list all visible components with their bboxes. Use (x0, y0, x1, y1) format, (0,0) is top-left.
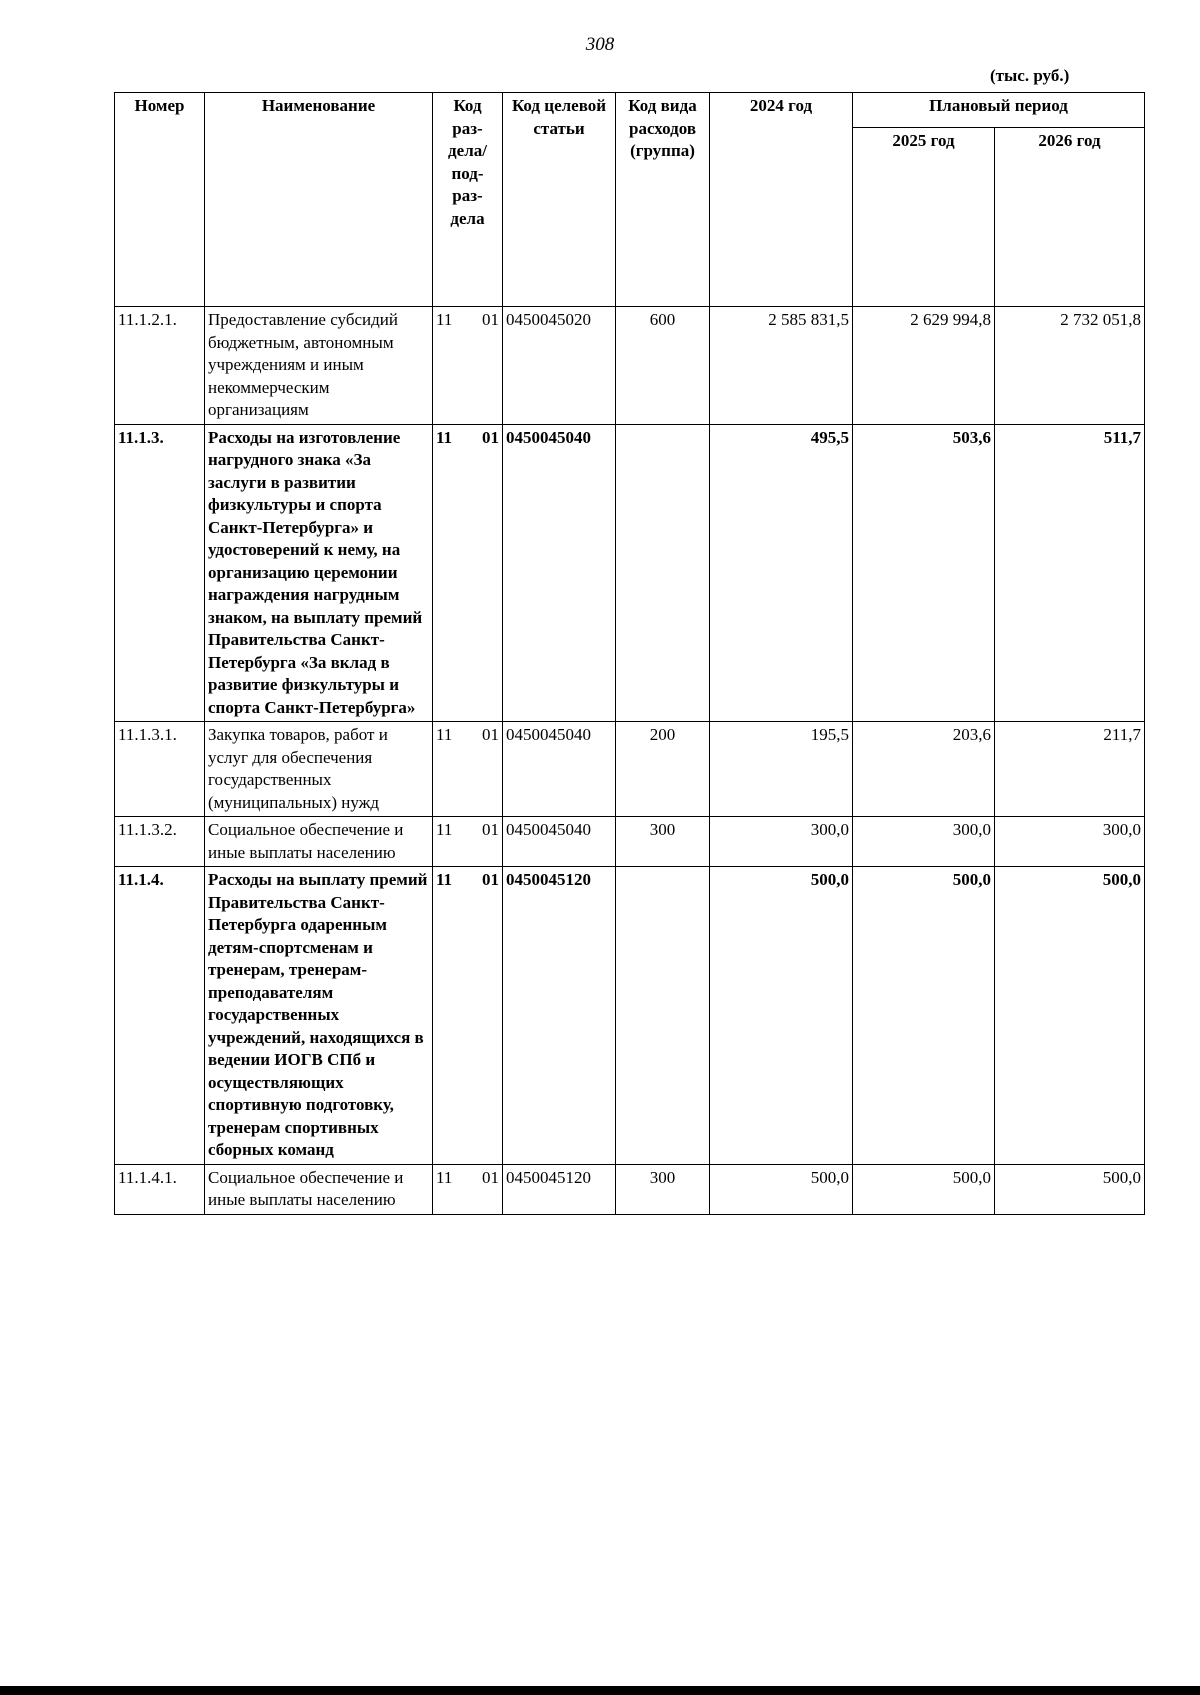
row-2025: 2 629 994,8 (853, 307, 995, 425)
row-expense-type (616, 867, 710, 1165)
row-section-code (433, 307, 503, 425)
row-2026: 511,7 (995, 424, 1145, 722)
header-number: Номер (115, 93, 205, 307)
row-number: 11.1.4. (115, 867, 205, 1165)
row-target-code: 0450045040 (503, 722, 616, 817)
row-2024: 195,5 (710, 722, 853, 817)
subsection: 01 (482, 870, 499, 889)
section: 11 (436, 1167, 453, 1187)
header-section-code: Код раз-дела/ под-раз-дела (433, 93, 503, 307)
row-name: Социальное обеспечение и иные выплаты населению (205, 1164, 433, 1214)
subsection: 01 (482, 1167, 499, 1187)
row-section-code (433, 1164, 503, 1214)
row-name: Предоставление субсидий бюджетным, автономным учреждениям и иным некоммерческим организациям (205, 307, 433, 425)
row-2025: 203,6 (853, 722, 995, 817)
row-number: 11.1.2.1. (115, 307, 205, 425)
table-row (115, 817, 1145, 867)
row-section-code (433, 722, 503, 817)
header-target-code: Код целевой статьи (503, 93, 616, 307)
units-label: (тыс. руб.) (990, 66, 1070, 85)
row-section-code (433, 424, 503, 722)
row-2025: 503,6 (853, 424, 995, 722)
table-row (115, 307, 1145, 425)
header-expense-type: Код вида расходов (группа) (616, 93, 710, 307)
section: 11 (436, 310, 453, 329)
page-number: 308 (585, 34, 615, 55)
header-2026: 2026 год (995, 128, 1145, 307)
row-expense-type: 300 (616, 1164, 710, 1214)
header-2025: 2025 год (853, 128, 995, 307)
row-2026: 211,7 (995, 722, 1145, 817)
row-2026: 500,0 (995, 1164, 1145, 1214)
row-2026: 500,0 (995, 867, 1145, 1165)
row-2024: 2 585 831,5 (710, 307, 853, 425)
section: 11 (436, 427, 453, 447)
section: 11 (436, 870, 453, 889)
row-section-code (433, 817, 503, 867)
row-2026: 2 732 051,8 (995, 307, 1145, 425)
row-number: 11.1.3. (115, 424, 205, 722)
header-2024: 2024 год (710, 93, 853, 307)
row-number: 11.1.3.1. (115, 722, 205, 817)
section: 11 (436, 725, 453, 744)
subsection: 01 (482, 310, 499, 329)
row-expense-type: 300 (616, 817, 710, 867)
subsection: 01 (482, 725, 499, 744)
budget-table (114, 92, 1145, 1215)
row-2024: 300,0 (710, 817, 853, 867)
row-2025: 500,0 (853, 1164, 995, 1214)
scan-bottom-edge (0, 1686, 1200, 1695)
header-planned-period: Плановый период (853, 93, 1145, 128)
section: 11 (436, 820, 453, 839)
row-2024: 500,0 (710, 867, 853, 1165)
row-expense-type: 600 (616, 307, 710, 425)
header-row (115, 93, 1145, 128)
table-row (115, 867, 1145, 1165)
row-2024: 495,5 (710, 424, 853, 722)
table-row (115, 1164, 1145, 1214)
row-number: 11.1.3.2. (115, 817, 205, 867)
row-2026: 300,0 (995, 817, 1145, 867)
row-target-code: 0450045120 (503, 867, 616, 1165)
row-name: Расходы на изготовление нагрудного знака «За заслуги в развитии физкультуры и спорта Санкт-Петербурга» и удостоверений к нему, на организацию церемонии награждения нагрудным знаком, на выплату премий Правительства Санкт-Петербурга «За вклад в развитие физкультуры и спорта Санкт-Петербурга» (205, 424, 433, 722)
table-row (115, 424, 1145, 722)
row-target-code: 0450045020 (503, 307, 616, 425)
table-row (115, 722, 1145, 817)
row-2024: 500,0 (710, 1164, 853, 1214)
row-expense-type: 200 (616, 722, 710, 817)
row-name: Социальное обеспечение и иные выплаты населению (205, 817, 433, 867)
row-target-code: 0450045040 (503, 817, 616, 867)
row-name: Закупка товаров, работ и услуг для обеспечения государственных (муниципальных) нужд (205, 722, 433, 817)
row-expense-type (616, 424, 710, 722)
row-section-code (433, 867, 503, 1165)
row-2025: 500,0 (853, 867, 995, 1165)
row-name: Расходы на выплату премий Правительства Санкт-Петербурга одаренным детям-спортсменам и тренерам, тренерам-преподавателям государственных учреждений, находящихся в ведении ИОГВ СПб и осуществляющих спортивную подготовку, тренерам спортивных сборных команд (205, 867, 433, 1165)
subsection: 01 (482, 427, 499, 447)
row-target-code: 0450045120 (503, 1164, 616, 1214)
header-name: Наименование (205, 93, 433, 307)
row-2025: 300,0 (853, 817, 995, 867)
row-target-code: 0450045040 (503, 424, 616, 722)
row-number: 11.1.4.1. (115, 1164, 205, 1214)
subsection: 01 (482, 820, 499, 839)
